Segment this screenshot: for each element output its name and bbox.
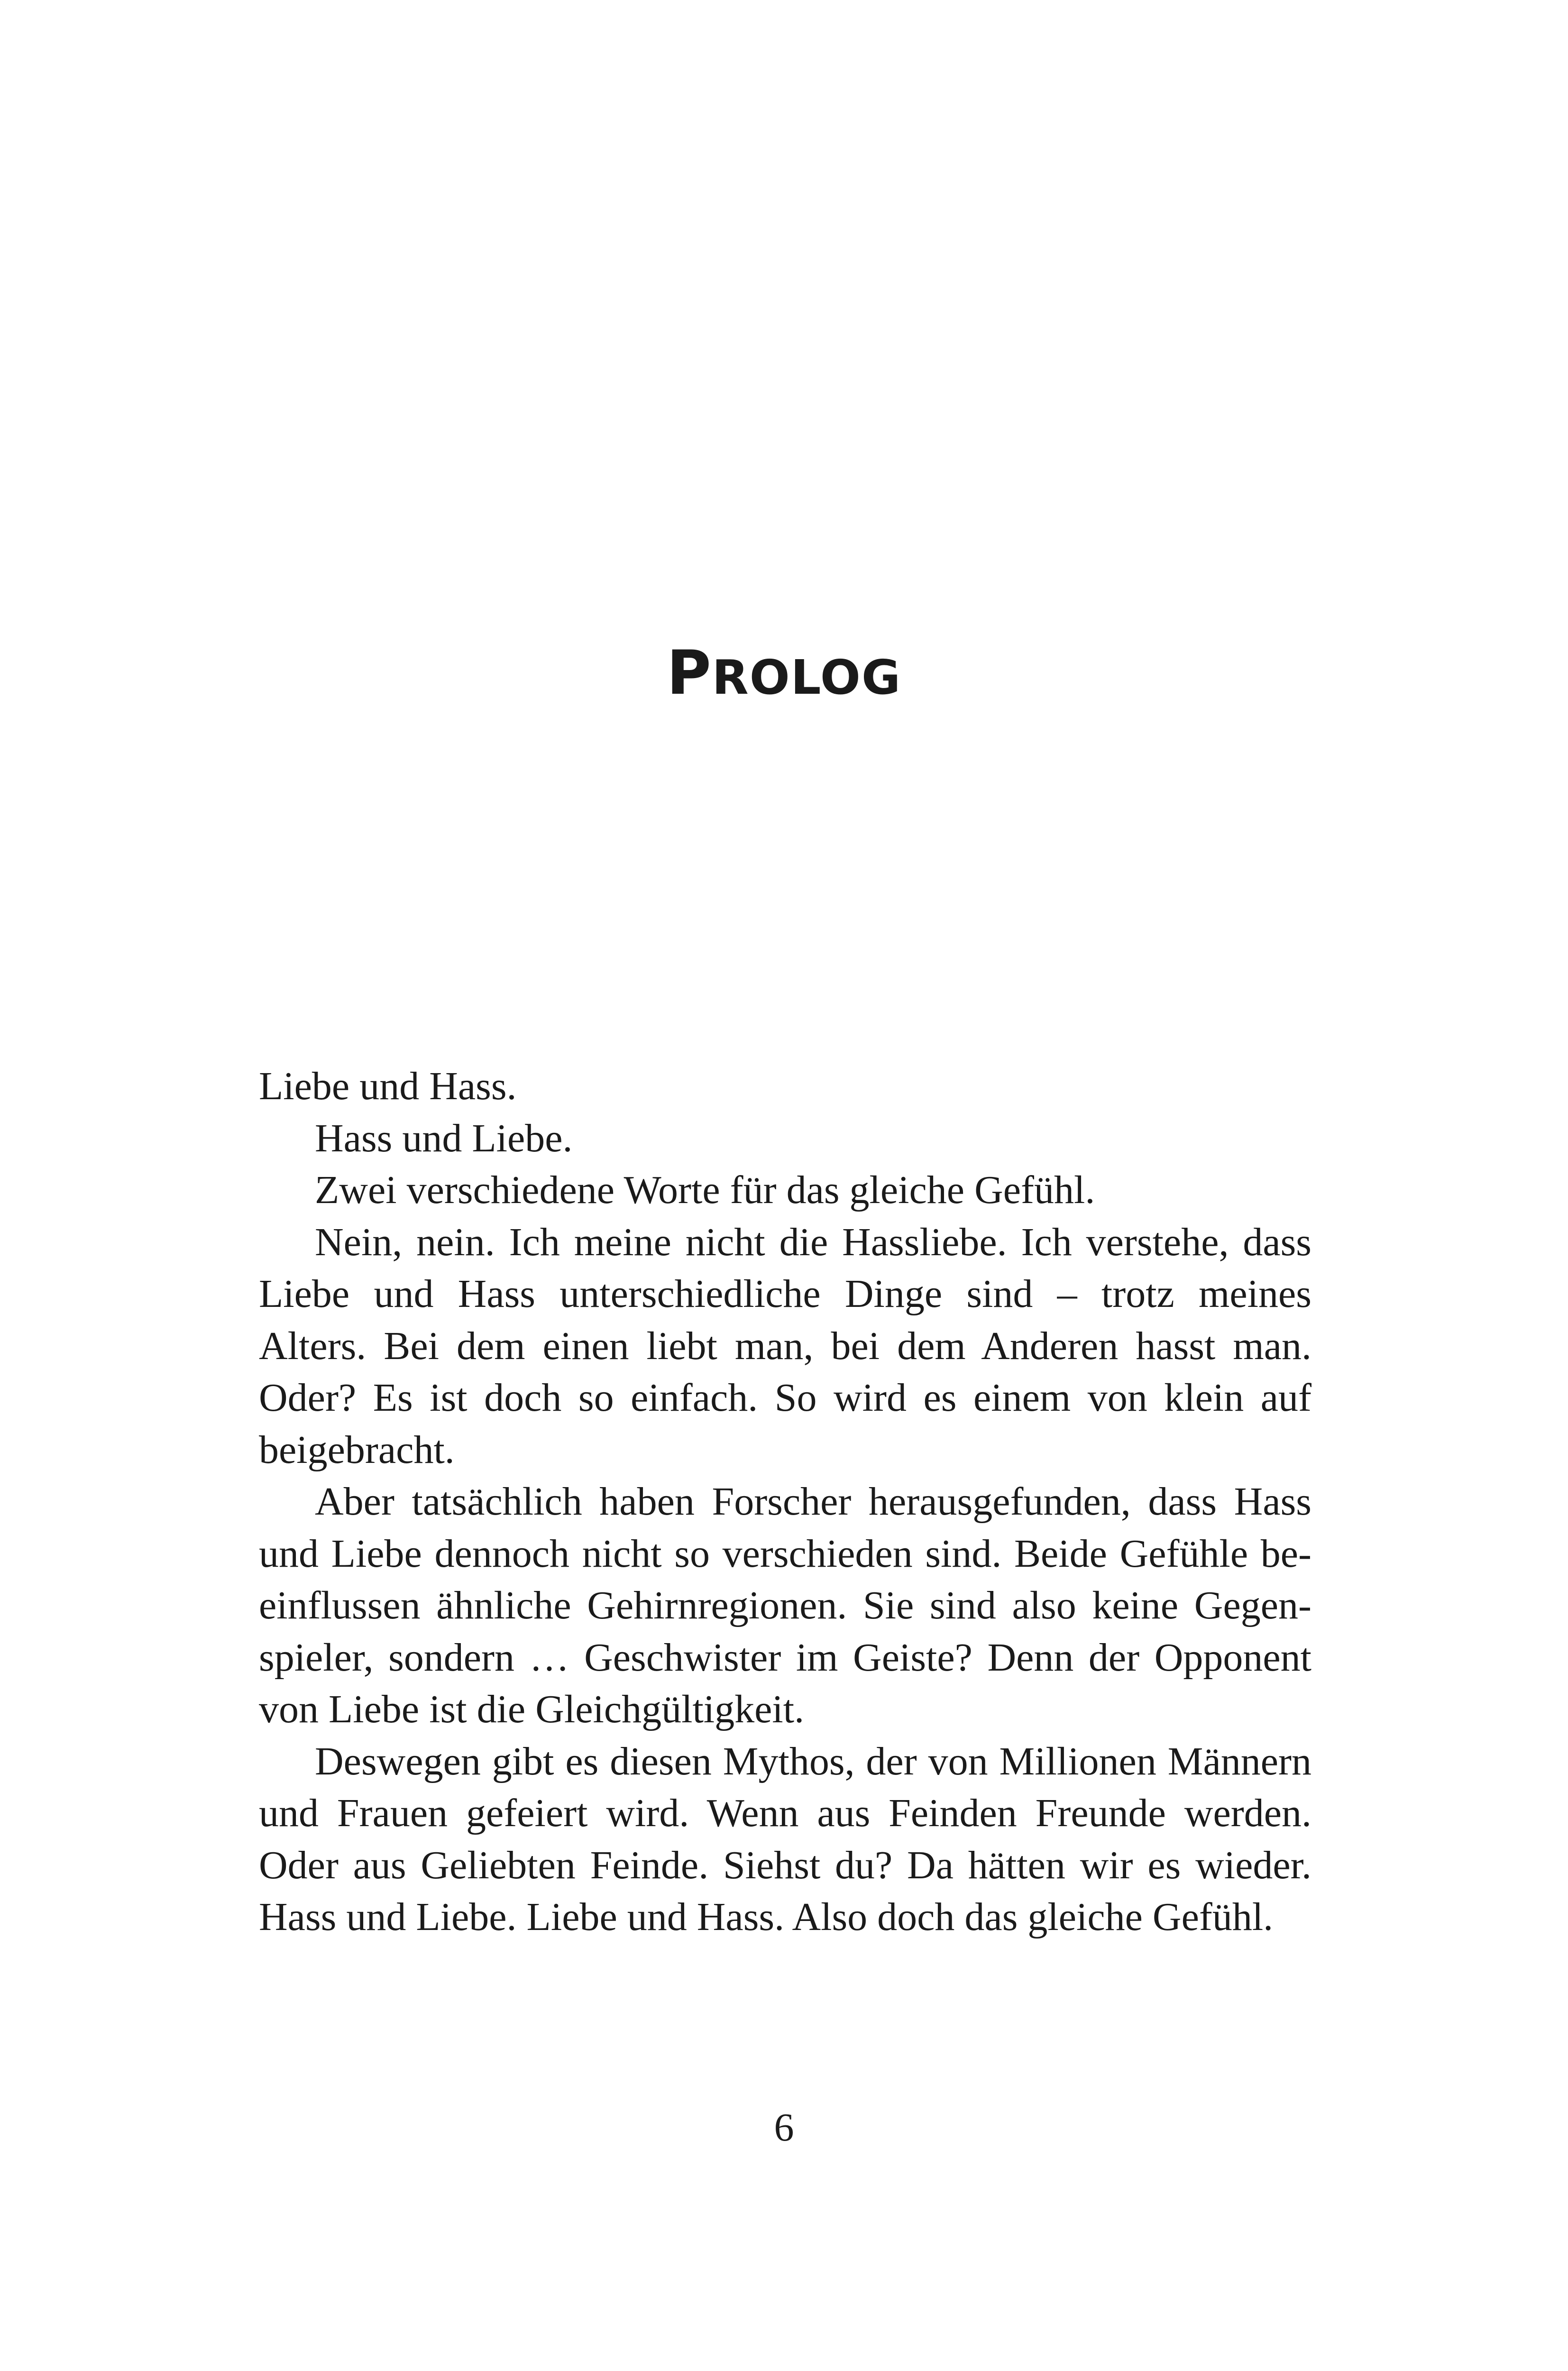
paragraph-4: Nein, nein. Ich meine nicht die Hassliebe. Ich verstehe, dass Liebe und Hass unterschiedliche Dinge sind – trotz meines Alters. Bei dem einen liebt man, bei dem Anderen hasst man. Oder? Es ist doch so einfach. So wird es einem von klein auf beigebracht. <box>259 1220 1311 1472</box>
paragraph-6: Deswegen gibt es diesen Mythos, der von Millionen Männern und Frauen gefeiert wird. Wenn aus Feinden Freunde werden. Oder aus Geliebten Feinde. Siehst du? Da hätten wir es wieder. Hass und Liebe. Liebe und Hass. Also doch das gleiche Gefühl. <box>259 1739 1311 1939</box>
paragraph-5: Aber tatsächlich haben Forscher herausgefunden, dass Hass und Liebe dennoch nicht so verschieden sind. Beide Gefühle beeinflussen ähnliche Gehirnregionen. Sie sind also keine Gegenspieler, sondern … Geschwister im Geiste? Denn der Opponent von Liebe ist die Gleichgültigkeit. <box>259 1480 1311 1731</box>
chapter-title-rest: ROLOG <box>712 650 902 705</box>
paragraph-3: Zwei verschiedene Worte für das gleiche Gefühl. <box>315 1168 1095 1212</box>
chapter-title <box>0 635 1568 716</box>
paragraph-2: Hass und Liebe. <box>315 1116 573 1160</box>
page-number: 6 <box>774 2105 794 2150</box>
paragraph-1: Liebe und Hass. <box>259 1064 517 1108</box>
body-text <box>259 1060 1311 1943</box>
chapter-title-initial: P <box>666 638 712 708</box>
